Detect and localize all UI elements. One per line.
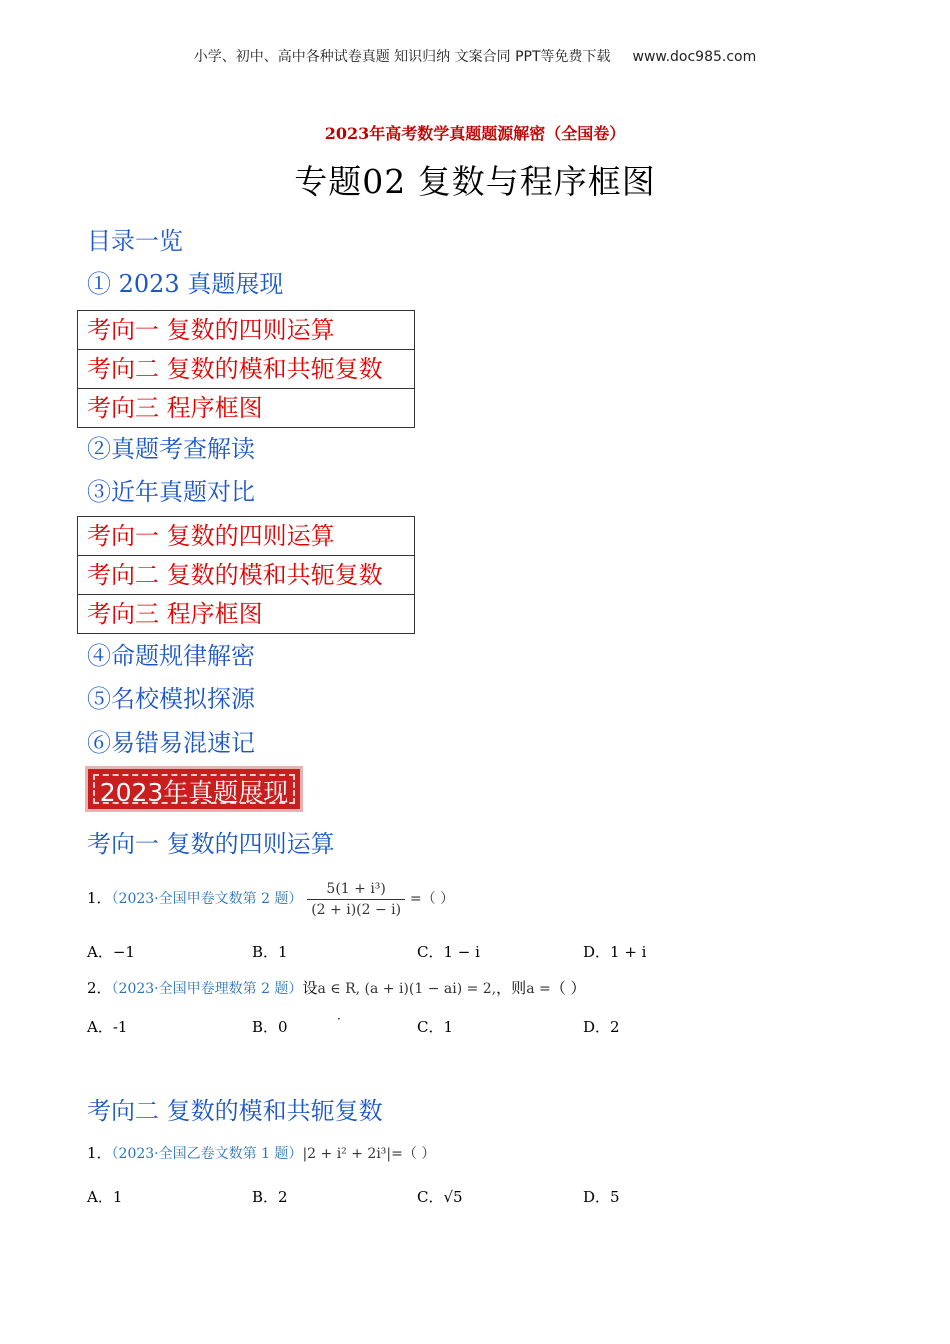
math-expression: |2 + i² + 2i³| (302, 1146, 392, 1162)
fraction-expression (307, 881, 405, 918)
toc-box-1 (77, 310, 415, 428)
question-source: （2023·全国乙卷文数第 1 题） (111, 1146, 303, 1162)
option-b[interactable]: B．0 (252, 1018, 288, 1036)
toc-part-2[interactable]: ②真题考查解读 (87, 435, 255, 463)
header-banner-text: 小学、初中、高中各种试卷真题 知识归纳 文案合同 PPT等免费下载 (193, 49, 611, 65)
site-url[interactable]: www.doc985.com (632, 49, 757, 65)
question-number: 1． (87, 1144, 112, 1162)
doc-title: 专题02 复数与程序框图 (294, 162, 656, 201)
toc-box1-item-3[interactable]: 考向三 程序框图 (87, 394, 263, 422)
question-stem-mid: ，则 (496, 979, 527, 997)
toc-box1-item-1[interactable]: 考向一 复数的四则运算 (78, 311, 414, 350)
option-d[interactable]: D．1 + i (583, 943, 647, 961)
toc-box1-item-2[interactable]: 考向二 复数的模和共轭复数 (78, 350, 414, 389)
option-b[interactable]: B．2 (252, 1188, 288, 1206)
question-stem-pre: 设 (302, 979, 318, 997)
fraction-numerator: 5(1 + i³) (307, 881, 405, 900)
section-1-heading: 考向一 复数的四则运算 (87, 830, 335, 858)
toc-box2-item-3[interactable]: 考向三 程序框图 (87, 600, 263, 628)
question-2-1 (87, 1142, 435, 1163)
option-d[interactable]: D．5 (583, 1188, 620, 1206)
toc-part-4[interactable]: ④命题规律解密 (87, 642, 255, 670)
option-a[interactable]: A．−1 (87, 943, 135, 961)
option-c[interactable]: C．1 − i (417, 943, 480, 961)
toc-box2-item-2[interactable]: 考向二 复数的模和共轭复数 (78, 556, 414, 595)
toc-box-2 (77, 516, 415, 634)
question-suffix: =（ ） (391, 1146, 436, 1162)
toc-part-1[interactable]: ① 2023 真题展现 (87, 270, 284, 298)
option-c[interactable]: C．√5 (417, 1188, 463, 1206)
question-source: （2023·全国甲卷文数第 2 题） (111, 891, 303, 907)
toc-part-5[interactable]: ⑤名校模拟探源 (87, 685, 255, 713)
doc-subtitle: 2023年高考数学真题题源解密（全国卷） (324, 124, 626, 143)
question-suffix: （ ） (550, 979, 586, 997)
question-number: 2． (87, 979, 112, 997)
option-a[interactable]: A．-1 (87, 1018, 128, 1036)
question-1-1 (87, 873, 454, 923)
question-source: （2023·全国甲卷理数第 2 题） (111, 981, 303, 997)
fraction-denominator: (2 + i)(2 − i) (311, 901, 402, 918)
option-b[interactable]: B．1 (252, 943, 288, 961)
math-expression-2: a = (526, 981, 551, 997)
question-1-2 (87, 977, 586, 998)
toc-part-6[interactable]: ⑥易错易混速记 (87, 729, 255, 757)
option-c[interactable]: C．1 (417, 1018, 454, 1036)
option-d[interactable]: D．2 (583, 1018, 620, 1036)
site-header (0, 46, 950, 66)
toc-part-3[interactable]: ③近年真题对比 (87, 478, 255, 506)
section-2-heading: 考向二 复数的模和共轭复数 (87, 1097, 383, 1125)
option-a[interactable]: A．1 (87, 1188, 123, 1206)
math-expression: a ∈ R, (a + i)(1 − ai) = 2, (317, 981, 497, 997)
toc-heading: 目录一览 (87, 227, 183, 255)
toc-box2-item-1[interactable]: 考向一 复数的四则运算 (78, 517, 414, 556)
question-number: 1． (87, 889, 112, 907)
banner-text: 2023年真题展现 (99, 778, 289, 807)
section-banner (85, 766, 303, 812)
question-suffix: =（ ） (409, 891, 455, 907)
stray-dot: · (337, 1012, 341, 1026)
